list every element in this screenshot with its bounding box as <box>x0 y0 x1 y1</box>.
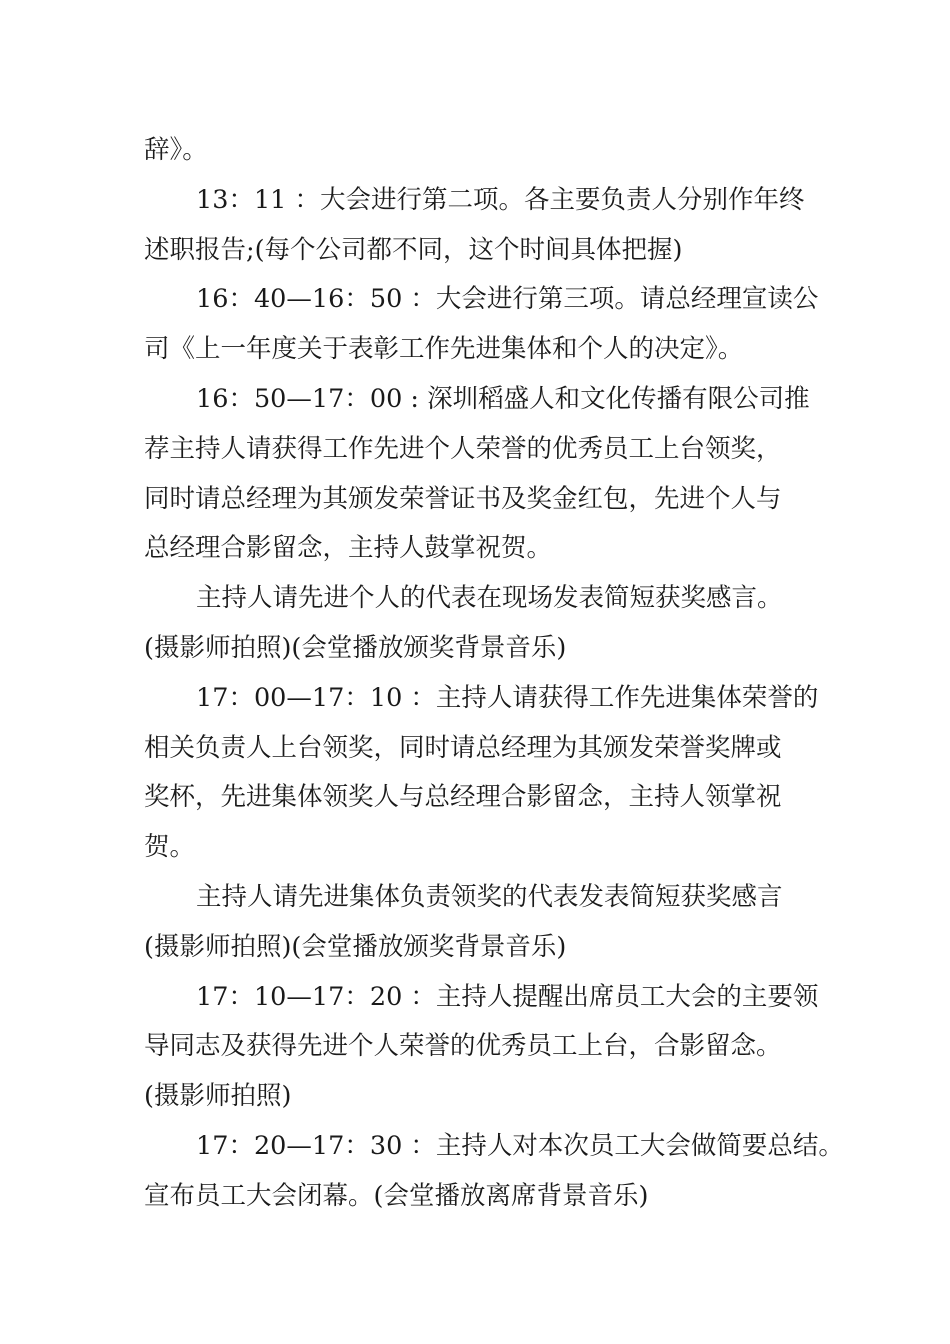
text-line: 述职报告;(每个公司都不同，这个时间具体把握) <box>144 234 683 265</box>
text-line: 16：40—16：50 ：大会进行第三项。请总经理宣读公 <box>196 284 819 315</box>
text-line: 相关负责人上台领奖，同时请总经理为其颁发荣誉奖牌或 <box>144 732 782 763</box>
text-line: (摄影师拍照)(会堂播放颁奖背景音乐) <box>144 931 567 962</box>
text-line: 16：50—17：00 : 深圳稻盛人和文化传播有限公司推 <box>196 383 810 414</box>
text-line: (摄影师拍照)(会堂播放颁奖背景音乐) <box>144 632 567 663</box>
text-line: 17：20—17：30 ：主持人对本次员工大会做简要总结。 <box>196 1130 844 1161</box>
document-body <box>144 126 844 1222</box>
text-line: 同时请总经理为其颁发荣誉证书及奖金红包，先进个人与 <box>144 483 782 514</box>
text-line: 17：00—17：10 ：主持人请获得工作先进集体荣誉的 <box>196 682 819 713</box>
text-line: (摄影师拍照) <box>144 1081 292 1112</box>
text-line: 宣布员工大会闭幕。(会堂播放离席背景音乐) <box>144 1180 649 1211</box>
text-line: 辞》。 <box>144 135 208 165</box>
text-line: 主持人请先进个人的代表在现场发表简短获奖感言。 <box>196 583 783 614</box>
text-line: 13：11 ：大会进行第二项。各主要负责人分别作年终 <box>196 184 805 215</box>
text-line: 荐主持人请获得工作先进个人荣誉的优秀员工上台领奖， <box>144 433 782 464</box>
text-line: 17：10—17：20 ：主持人提醒出席员工大会的主要领 <box>196 981 819 1012</box>
text-line: 主持人请先进集体负责领奖的代表发表简短获奖感言 <box>196 881 783 912</box>
text-line: 司《上一年度关于表彰工作先进集体和个人的决定》。 <box>144 334 744 365</box>
text-line: 总经理合影留念，主持人鼓掌祝贺。 <box>144 533 553 564</box>
text-line: 贺。 <box>144 832 196 863</box>
text-line: 导同志及获得先进个人荣誉的优秀员工上台，合影留念。 <box>144 1031 782 1062</box>
text-line: 奖杯，先进集体领奖人与总经理合影留念，主持人领掌祝 <box>144 782 782 813</box>
